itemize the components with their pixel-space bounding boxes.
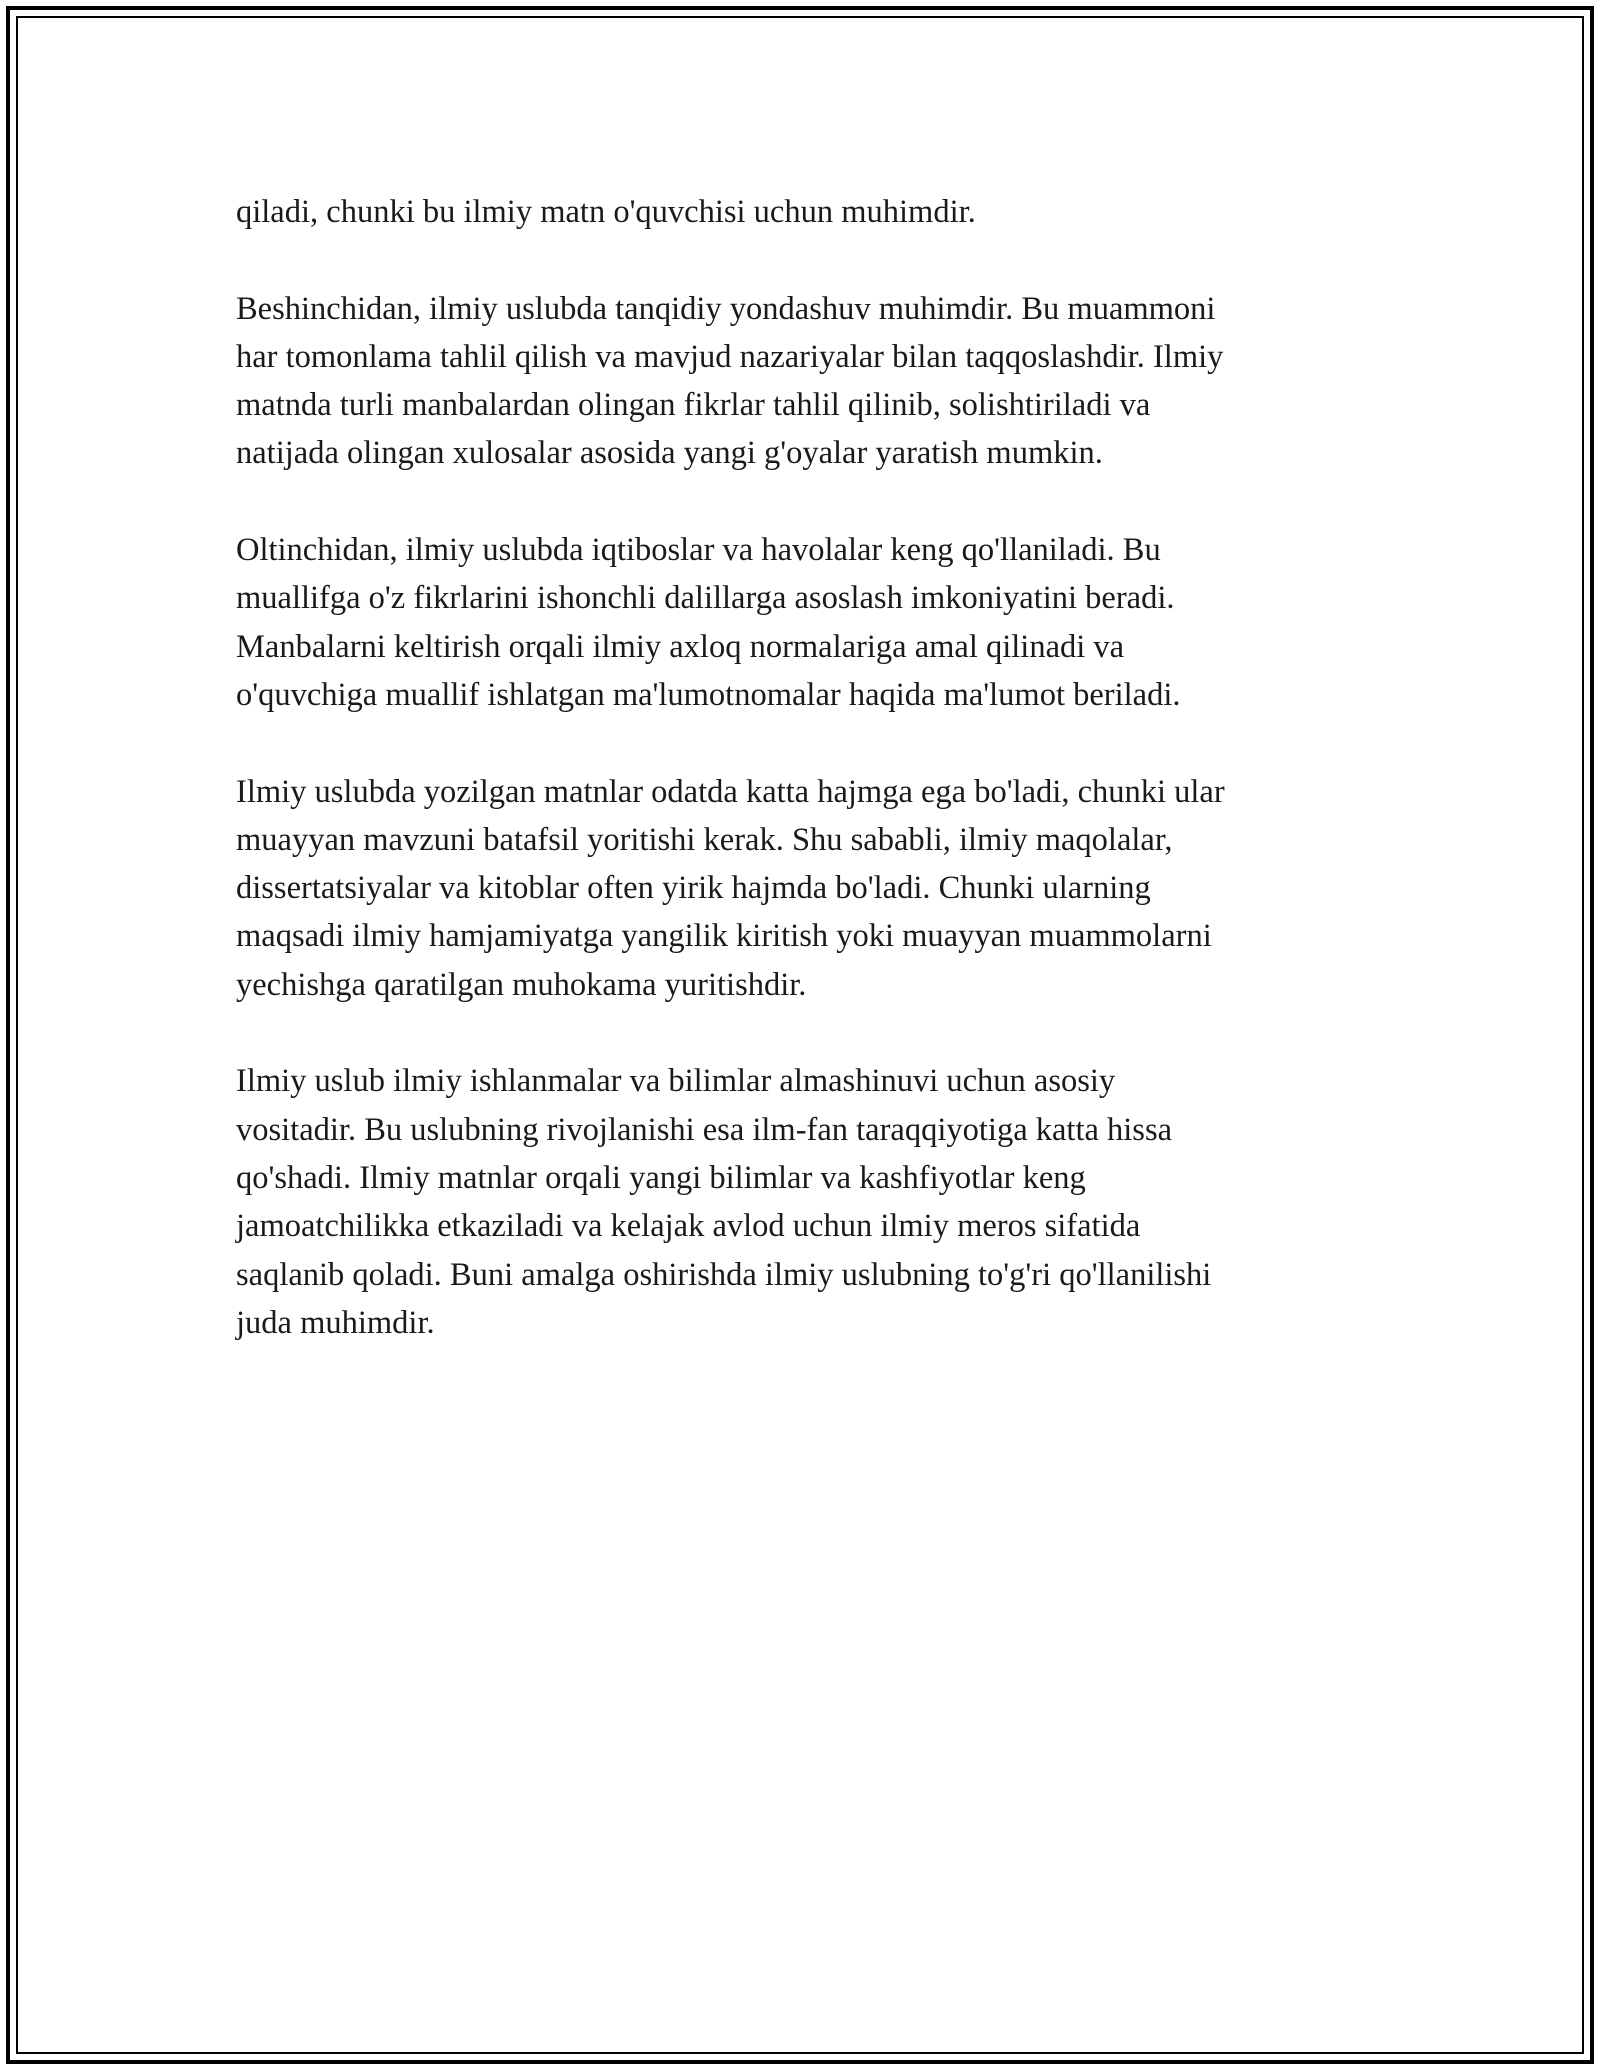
- paragraph-text-volume: Ilmiy uslubda yozilgan matnlar odatda katta hajmga ega bo'ladi, chunki ular muayyan mavzuni batafsil yoritishi kerak. Shu sababli, ilmiy maqolalar, dissertatsiyalar va kitoblar often yirik hajmda bo'ladi. Chunki ularning maqsadi ilmiy hamjamiyatga yangilik kiritish yoki muayyan muammolarni yechishga qaratilgan muhokama yuritishdir.: [236, 773, 1225, 1003]
- paragraph-citations: Oltinchidan, ilmiy uslubda iqtiboslar va havolalar keng qo'llaniladi. Bu muallifga o'z fikrlarini ishonchli dalillarga asoslash imkoniyatini beradi. Manbalarni keltirish orqali ilmiy axloq normalariga amal qilinadi va o'quvchiga muallif ishlatgan ma'lumotnomalar haqida ma'lumot beriladi.: [236, 532, 1181, 713]
- paragraph-critical-approach: Beshinchidan, ilmiy uslubda tanqidiy yondashuv muhimdir. Bu muammoni har tomonlama tahlil qilish va mavjud nazariyalar bilan taqqoslashdir. Ilmiy matnda turli manbalardan olingan fikrlar tahlil qilinib, solishtiriladi va natijada olingan xulosalar asosida yangi g'oyalar yaratish mumkin.: [236, 290, 1224, 472]
- document-body: [236, 188, 1366, 1347]
- paragraph-continuation: qiladi, chunki bu ilmiy matn o'quvchisi uchun muhimdir.: [236, 194, 976, 230]
- paragraph-conclusion: Ilmiy uslub ilmiy ishlanmalar va bilimlar almashinuvi uchun asosiy vositadir. Bu uslubning rivojlanishi esa ilm-fan taraqqiyotiga katta hissa qo'shadi. Ilmiy matnlar orqali yangi bilimlar va kashfiyotlar keng jamoatchilikka etkaziladi va kelajak avlod uchun ilmiy meros sifatida saqlanib qoladi. Buni amalga oshirishda ilmiy uslubning to'g'ri qo'llanilishi juda muhimdir.: [236, 1063, 1212, 1341]
